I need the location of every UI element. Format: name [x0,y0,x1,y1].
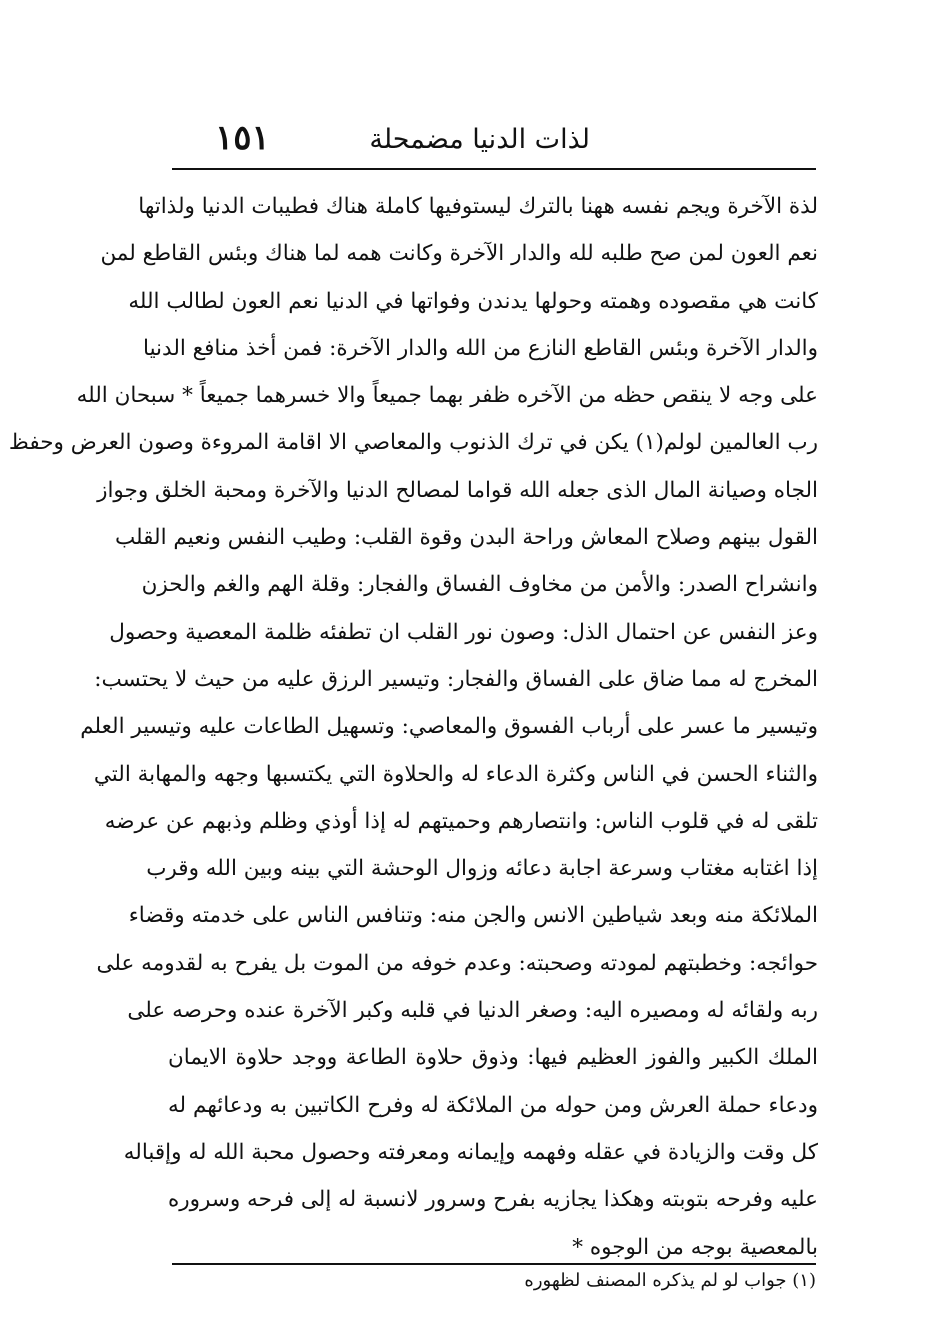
text-line-10: وعز النفس عن احتمال الذل: وصون نور القلب ان تطفئه ظلمة المعصية وحصول [109,619,818,645]
text-line-9: وانشراح الصدر: والأمن من مخاوف الفساق والفجار: وقلة الهم والغم والحزن [141,572,818,598]
body-text [8,183,818,1271]
text-line-16: الملائكة منه وبعد شياطين الانس والجن منه: وتنافس الناس على خدمته وقضاء [128,903,818,929]
footnote-rule [172,1263,816,1265]
text-line-15: إذا اغتابه مغتاب وسرعة اجابة دعائه وزوال الوحشة التي بينه وبين الله وقرب [146,856,818,882]
text-line-14: تلقى له في قلوب الناس: وانتصارهم وحميتهم له إذا أوذي وظلم وذبهم عن عرضه [104,808,818,834]
text-line-6: رب العالمين لولم(١) يكن في ترك الذنوب والمعاصي الا اقامة المروءة وصون العرض وحفظ [8,430,818,456]
page-number: ١٥١ [215,118,270,158]
text-line-4: والدار الآخرة وبئس القاطع النازع من الله والدار الآخرة: فمن أخذ منافع الدنيا [143,335,818,361]
text-line-5: على وجه لا ينقص حظه من الآخره ظفر بهما جميعاً والا خسرهما جميعاً * سبحان الله [76,383,818,409]
header-rule [172,168,816,170]
text-line-19: الملك الكبير والفوز العظيم فيها: وذوق حلاوة الطاعة ووجد حلاوة الايمان [168,1045,818,1071]
running-title: لذات الدنيا مضمحلة [369,124,590,155]
footnote: (١) جواب لو لم يذكره المصنف لظهوره [524,1270,816,1291]
text-line-23: بالمعصية بوجه من الوجوه * [572,1234,818,1260]
text-line-3: كانت هي مقصوده وهمته وحولها يدندن وفواتها في الدنيا نعم العون لطالب الله [128,288,818,314]
text-line-21: كل وقت والزيادة في عقله وفهمه وإيمانه ومعرفته وحصول محبة الله له وإقباله [123,1139,818,1165]
text-line-8: القول بينهم وصلاح المعاش وراحة البدن وقوة القلب: وطيب النفس ونعيم القلب [114,525,818,551]
page-header [175,118,815,164]
text-line-7: الجاه وصيانة المال الذى جعله الله قواما لمصالح الدنيا والآخرة ومحبة الخلق وجواز [97,477,818,503]
text-line-13: والثناء الحسن في الناس وكثرة الدعاء له والحلاوة التي يكتسبها وجهه والمهابة التي [93,761,818,787]
text-line-22: عليه وفرحه بتوبته وهكذا يجازيه بفرح وسرور لانسبة له إلى فرحه وسروره [167,1187,818,1213]
text-line-17: حوائجه: وخطبتهم لمودته وصحبته: وعدم خوفه من الموت بل يفرح به لقدومه على [96,950,818,976]
text-line-18: ربه ولقائه له ومصيره اليه: وصغر الدنيا في قلبه وكبر الآخرة عنده وحرصه على [127,998,818,1024]
text-line-1: لذة الآخرة ويجم نفسه ههنا بالترك ليستوفيها كاملة هناك فطيبات الدنيا ولذاتها [138,194,818,219]
text-line-11: المخرج له مما ضاق على الفساق والفجار: وتيسير الرزق عليه من حيث لا يحتسب: [94,666,818,692]
text-line-12: وتيسير ما عسر على أرباب الفسوق والمعاصي: وتسهيل الطاعات عليه وتيسير العلم [80,714,818,740]
text-line-2: نعم العون لمن صح طلبه لله والدار الآخرة وكانت همه لما هناك وبئس القاطع لمن [100,241,818,267]
text-line-20: ودعاء حملة العرش ومن حوله من الملائكة له وفرح الكاتبين به ودعائهم له [168,1092,818,1118]
